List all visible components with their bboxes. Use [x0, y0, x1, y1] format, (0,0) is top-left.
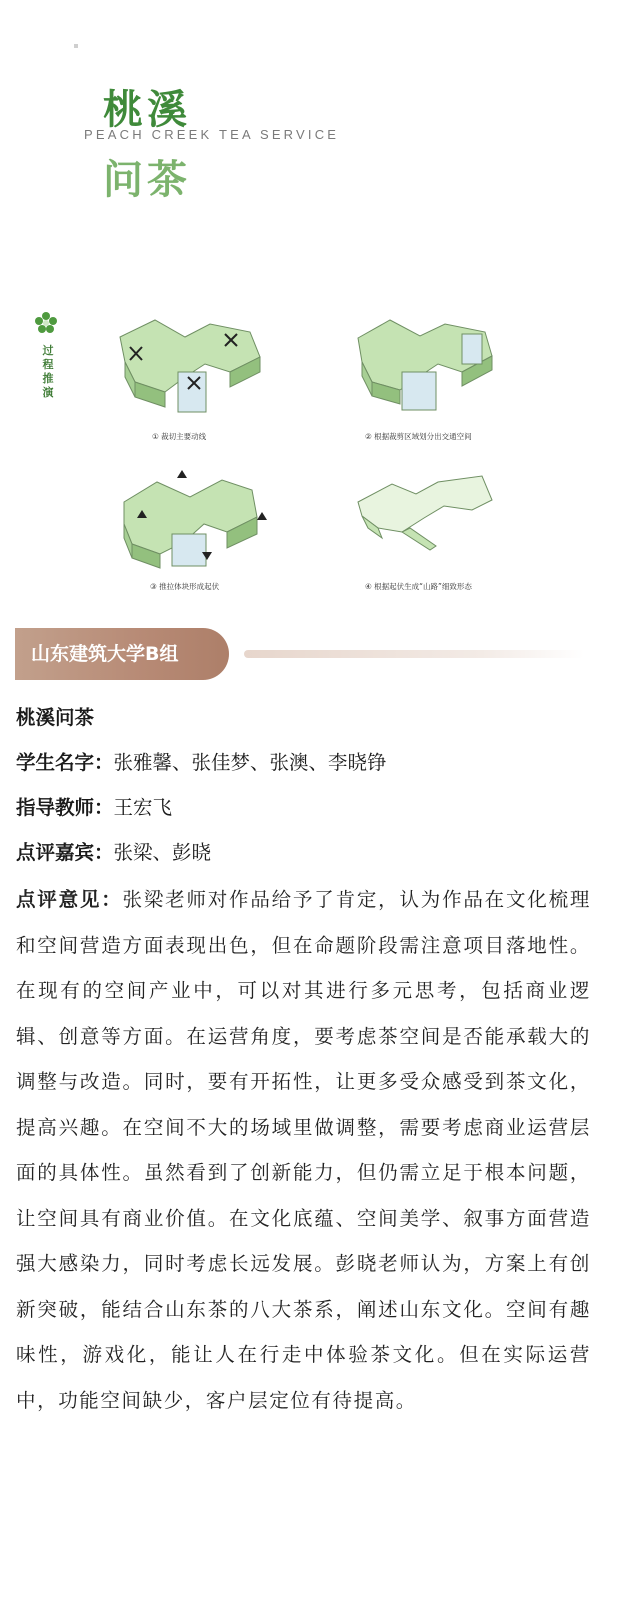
- guests-value: 张梁、彭晓: [113, 841, 212, 864]
- diagram-step2: [350, 306, 500, 418]
- decor-dot: [74, 44, 78, 48]
- guests-row: [16, 830, 211, 875]
- review-comment: [16, 877, 591, 1423]
- flower-logo-icon: [33, 310, 59, 336]
- teacher-label: 指导教师：: [16, 796, 114, 819]
- comment-label: 点评意见：: [16, 888, 123, 911]
- project-name: 桃溪问茶: [16, 706, 95, 729]
- comment-text: 张梁老师对作品给予了肯定，认为作品在文化梳理和空间营造方面表现出色，但在命题阶段需注意项目落地性。在现有的空间产业中，可以对其进行多元思考，包括商业逻辑、创意等方面。在运营角度，要考虑茶空间是否能承载大的调整与改造。同时，要有开拓性，让更多受众感受到茶文化，提高兴趣。在空间不大的场域里做调整，需要考虑商业运营层面的具体性。虽然看到了创新能力，但仍需立足于根本问题，让空间具有商业价值。在文化底蕴、空间美学、叙事方面营造强大感染力，同时考虑长远发展。彭晓老师认为，方案上有创新突破，能结合山东茶的八大茶系，阐述山东文化。空间有趣味性，游戏化，能让人在行走中体验茶文化。但在实际运营中，功能空间缺少，客户层定位有待提高。: [16, 888, 591, 1412]
- students-value: 张雅馨、张佳梦、张澳、李晓铮: [113, 751, 387, 774]
- teacher-row: [16, 785, 172, 830]
- caption-step4: ④ 根据起伏生成“山路”细致形态: [365, 582, 472, 591]
- caption-step3: ③ 推拉体块形成起伏: [150, 582, 220, 591]
- caption-step2: ② 根据裁剪区域划分出交通空间: [365, 432, 472, 441]
- title-english: PEACH CREEK TEA SERVICE: [84, 127, 340, 142]
- caption-step1: ① 裁切主要动线: [152, 432, 207, 441]
- process-side-label: 过 程 推 演: [42, 344, 54, 399]
- students-label: 学生名字：: [16, 751, 114, 774]
- guests-label: 点评嘉宾：: [16, 841, 114, 864]
- title-line1: 桃溪: [103, 86, 191, 133]
- diagram-step1: [110, 302, 280, 422]
- title-line2: 问茶: [103, 156, 191, 203]
- diagram-step4: [352, 466, 500, 562]
- banner-divider: [244, 650, 584, 658]
- group-banner: 山东建筑大学B组: [15, 628, 229, 680]
- diagram-step3: [112, 462, 280, 574]
- teacher-value: 王宏飞: [113, 796, 173, 819]
- students-row: [16, 740, 387, 785]
